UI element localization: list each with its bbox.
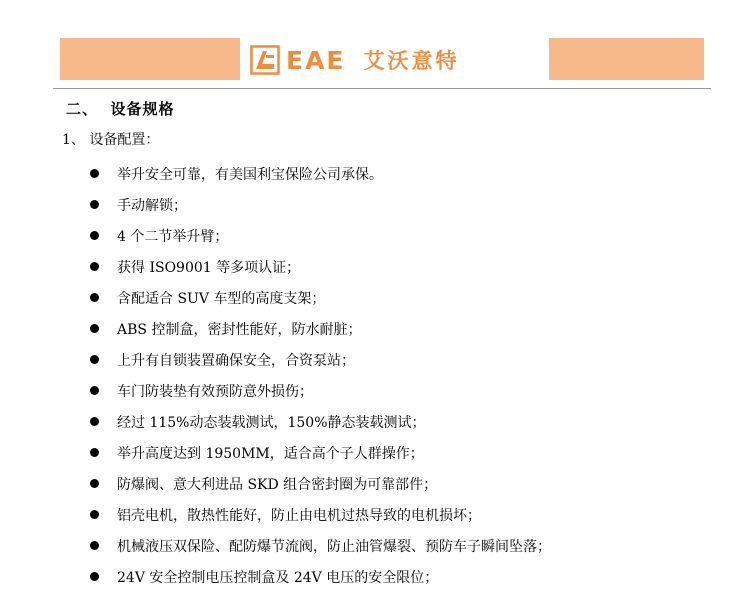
list-item <box>90 220 551 251</box>
bullet-icon <box>90 293 99 302</box>
header-band-left <box>60 38 240 80</box>
list-item <box>90 406 551 437</box>
list-item <box>90 344 551 375</box>
bullet-icon <box>90 510 99 519</box>
bullet-icon <box>90 355 99 364</box>
list-item-text: ABS 控制盒，密封性能好，防水耐脏； <box>117 321 362 338</box>
subsection-heading <box>62 129 159 149</box>
list-item-text: 车门防装垫有效预防意外损伤； <box>117 383 313 400</box>
list-item-text: 举升安全可靠，有美国利宝保险公司承保。 <box>117 166 383 183</box>
header-band-right <box>549 38 704 80</box>
list-item-text: 24V 安全控制电压控制盒及 24V 电压的安全限位； <box>117 569 439 586</box>
list-item-text: 4 个二节举升臂； <box>117 228 229 245</box>
bullet-icon <box>90 231 99 240</box>
list-item-text: 举升高度达到 1950MM，适合高个子人群操作； <box>117 445 424 462</box>
list-item-text: 铝壳电机，散热性能好，防止由电机过热导致的电机损坏； <box>117 507 481 524</box>
section-title: 设备规格 <box>110 100 175 118</box>
list-item-text: 含配适合 SUV 车型的高度支架； <box>117 290 326 307</box>
list-item <box>90 375 551 406</box>
section-number: 二、 <box>66 100 99 118</box>
list-item <box>90 313 551 344</box>
list-item <box>90 437 551 468</box>
header-banner <box>60 38 704 80</box>
bullet-icon <box>90 386 99 395</box>
list-item-text: 上升有自锁装置确保安全，合资泵站； <box>117 352 355 369</box>
logo-text-eae: EAE <box>286 45 346 75</box>
list-item-text: 获得 ISO9001 等多项认证； <box>117 259 301 276</box>
bullet-icon <box>90 417 99 426</box>
bullet-icon <box>90 448 99 457</box>
header-divider <box>53 88 711 89</box>
equipment-feature-list <box>90 158 551 592</box>
bullet-icon <box>90 262 99 271</box>
logo-text-chinese: 艾沃意特 <box>363 49 460 73</box>
eae-logo-mark-icon <box>250 45 280 75</box>
section-heading <box>66 98 174 119</box>
subsection-number: 1、 <box>62 132 85 148</box>
bullet-icon <box>90 572 99 581</box>
list-item <box>90 251 551 282</box>
list-item <box>90 158 551 189</box>
bullet-icon <box>90 479 99 488</box>
list-item-text: 防爆阀、意大利进品 SKD 组合密封圈为可靠部件； <box>117 476 438 493</box>
list-item-text: 手动解锁； <box>117 197 187 214</box>
company-logo <box>250 42 540 78</box>
bullet-icon <box>90 200 99 209</box>
bullet-icon <box>90 541 99 550</box>
subsection-title: 设备配置： <box>89 132 160 148</box>
list-item <box>90 468 551 499</box>
list-item <box>90 561 551 592</box>
list-item <box>90 499 551 530</box>
list-item <box>90 282 551 313</box>
list-item-text: 机械液压双保险、配防爆节流阀，防止油管爆裂、预防车子瞬间坠落； <box>117 538 551 555</box>
list-item <box>90 530 551 561</box>
list-item <box>90 189 551 220</box>
bullet-icon <box>90 324 99 333</box>
list-item-text: 经过 115%动态装载测试，150%静态装载测试； <box>117 414 426 431</box>
bullet-icon <box>90 169 99 178</box>
